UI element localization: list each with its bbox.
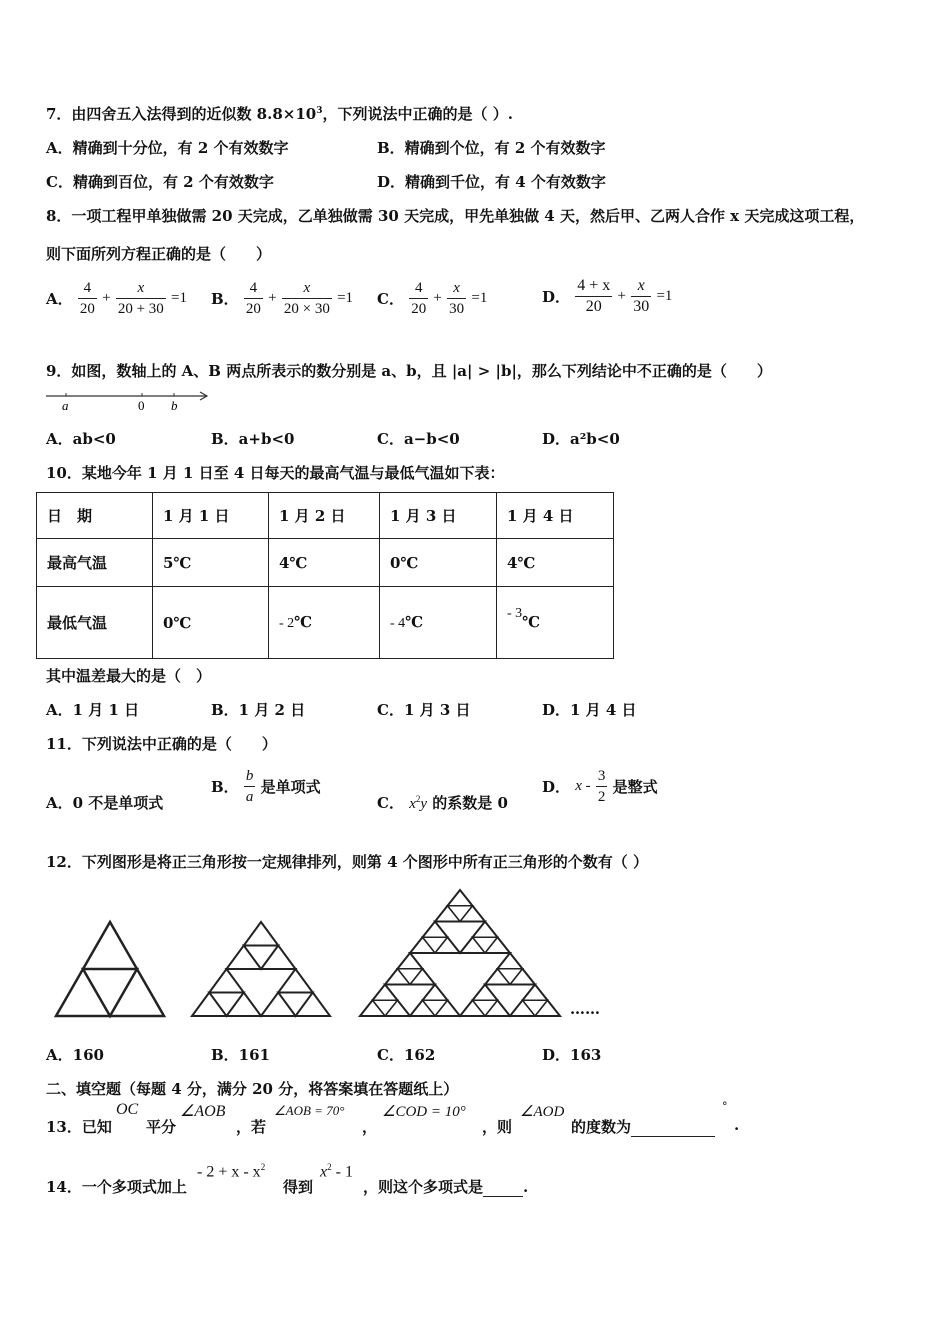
table-row <box>37 539 614 587</box>
q8-stem-line2: 则下面所列方程正确的是（ ） <box>46 245 272 263</box>
q8-option-c: C． $\frac{4}{20}$ + $\frac{x}{30}$ =1 <box>377 280 488 317</box>
number-line <box>44 386 214 414</box>
label-a: a <box>62 398 69 413</box>
q13-angle-aod: ∠AOD <box>520 1104 565 1120</box>
q11-option-d: D． x - $\frac{3}{2}$ 是整式 <box>542 768 658 805</box>
table-row <box>37 587 614 659</box>
table-cell: 5℃ <box>153 539 269 587</box>
triangle-figure-2 <box>188 918 336 1020</box>
q10-option-c: C．1 月 3 日 <box>377 701 471 719</box>
triangle-inner <box>278 993 313 1017</box>
table-cell: 最低气温 <box>37 587 153 659</box>
table-cell: 最高气温 <box>37 539 153 587</box>
triangle-figure-3 <box>356 886 564 1020</box>
q13-condition-2: ∠COD = 10° <box>382 1104 466 1120</box>
label-b: b <box>171 398 178 413</box>
triangle-inner <box>423 937 448 953</box>
triangle-inner <box>398 969 423 985</box>
triangle-figure-1 <box>52 918 170 1020</box>
triangle-inner <box>423 1000 448 1016</box>
section-title: 二、填空题（每题 4 分，满分 20 分，将答案填在答题纸上） <box>46 1080 459 1098</box>
table-header-row <box>37 493 614 539</box>
q12-option-c: C．162 <box>377 1046 436 1064</box>
q13-angle-aob: ∠AOB <box>180 1103 226 1120</box>
q8-stem-line1: 8．一项工程甲单独做需 20 天完成，乙单独做需 30 天完成，甲先单独做 4 天，然后甲、乙两人合作 x 天完成这项工程， <box>46 207 865 225</box>
q14-text: ，则这个多项式是 . <box>363 1178 529 1196</box>
q8-option-b: B． $\frac{4}{20}$ + $\frac{x}{20 \times 30}$ =1 <box>211 280 354 317</box>
ellipsis: …… <box>570 1000 600 1018</box>
temperature-table <box>36 492 614 659</box>
triangle-inner <box>523 1000 548 1016</box>
q9-option-c: C．a−b<0 <box>377 430 460 448</box>
q13-text: 的度数为 <box>571 1116 715 1137</box>
triangle-inner <box>498 969 523 985</box>
q13-text: 平分 <box>146 1118 177 1136</box>
q10-option-b: B．1 月 2 日 <box>211 701 306 719</box>
q8-option-a: A． $\frac{4}{20}$ + $\frac{x}{20 + 30}$ =1 <box>46 280 187 317</box>
q10-option-a: A．1 月 1 日 <box>46 701 140 719</box>
q11-option-c: C． $x^2y$ 的系数是 0 <box>377 794 508 812</box>
q9-stem: 9．如图，数轴上的 A、B 两点所表示的数分别是 a、b，且 |a| > |b|，那么下列结论中不正确的是（ ） <box>46 362 772 380</box>
q14-prefix: 14．一个多项式加上 <box>46 1178 187 1196</box>
q7-option-c: C．精确到百位，有 2 个有效数字 <box>46 173 274 191</box>
table-cell: 日 期 <box>37 493 153 539</box>
triangle-inner <box>473 937 498 953</box>
triangle-inner <box>448 906 473 922</box>
q13-comma: ， <box>362 1118 378 1136</box>
q13-degree: ° <box>722 1100 728 1113</box>
fraction: $\frac{4}{20}$ <box>411 280 427 317</box>
fraction: $\frac{3}{2}$ <box>597 768 606 805</box>
q12-stem: 12．下列图形是将正三角形按一定规律排列，则第 4 个图形中所有正三角形的个数有（ ） <box>46 853 648 871</box>
q13-text: ，若 <box>236 1118 267 1136</box>
fraction: $\frac{x}{30}$ <box>449 280 465 317</box>
table-cell: 1 月 2 日 <box>269 493 380 539</box>
table-cell: 1 月 4 日 <box>497 493 614 539</box>
table-cell: - 2℃ <box>269 587 380 659</box>
q10-stem: 10．某地今年 1 月 1 日至 4 日每天的最高气温与最低气温如下表： <box>46 464 505 482</box>
answer-blank[interactable] <box>631 1118 715 1137</box>
q11-option-b: B． $\frac{b}{a}$ 是单项式 <box>211 768 321 805</box>
q14-poly-1: - $2 + x - x^2$ <box>197 1162 266 1181</box>
q7-option-d: D．精确到千位，有 4 个有效数字 <box>377 173 606 191</box>
q14-text: 得到 <box>283 1178 314 1196</box>
table-cell: 0℃ <box>153 587 269 659</box>
q12-option-b: B．161 <box>211 1046 270 1064</box>
table-cell: 1 月 3 日 <box>380 493 497 539</box>
fraction: $\frac{x}{20 + 30}$ <box>117 280 164 317</box>
q8-option-d: D． $\frac{4 + x}{20}$ + $\frac{x}{30}$ =1 <box>542 277 673 315</box>
q9-option-d: D．a²b<0 <box>542 430 620 448</box>
q12-option-d: D．163 <box>542 1046 602 1064</box>
label-0: 0 <box>138 398 145 413</box>
q13-end: . <box>734 1116 740 1134</box>
q10-question: 其中温差最大的是（ ） <box>46 667 212 685</box>
q10-option-d: D．1 月 4 日 <box>542 701 637 719</box>
triangle-inner <box>473 1000 498 1016</box>
q7-stem: 7．由四舍五入法得到的近似数 $8.8\times 10^3$，下列说法中正确的是（ ）. <box>46 105 513 123</box>
table-cell: - 4℃ <box>380 587 497 659</box>
table-cell: 0℃ <box>380 539 497 587</box>
answer-blank[interactable] <box>483 1178 523 1197</box>
table-cell: - 3℃ <box>497 587 614 659</box>
table-cell: 1 月 1 日 <box>153 493 269 539</box>
fraction: $\frac{x}{30}$ <box>633 277 650 315</box>
triangle-inner <box>244 946 279 970</box>
fraction: $\frac{b}{a}$ <box>245 768 254 805</box>
q11-stem: 11．下列说法中正确的是（ ） <box>46 735 277 753</box>
q14-poly-2: $x^2 - 1$ <box>320 1162 353 1181</box>
fraction: $\frac{4}{20}$ <box>79 280 95 317</box>
q7-option-a: A．精确到十分位，有 2 个有效数字 <box>46 139 289 157</box>
q13-oc: OC <box>116 1101 139 1118</box>
q7-option-b: B．精确到个位，有 2 个有效数字 <box>377 139 606 157</box>
table-cell: 4℃ <box>497 539 614 587</box>
q9-option-a: A．ab<0 <box>46 430 116 448</box>
q13-text: ，则 <box>482 1118 513 1136</box>
fraction: $\frac{4 + x}{20}$ <box>577 277 611 315</box>
q12-option-a: A．160 <box>46 1046 104 1064</box>
q9-option-b: B．a+b<0 <box>211 430 295 448</box>
triangle-inner <box>209 993 244 1017</box>
q13-prefix: 13．已知 <box>46 1118 112 1136</box>
triangle-inner <box>83 969 137 1016</box>
q13-condition-1: ∠AOB = 70° <box>274 1103 345 1118</box>
triangle-inner <box>373 1000 398 1016</box>
fraction: $\frac{x}{20 \times 30}$ <box>283 280 330 317</box>
fraction: $\frac{4}{20}$ <box>245 280 261 317</box>
table-cell: 4℃ <box>269 539 380 587</box>
q11-option-a: A．0 不是单项式 <box>46 794 164 812</box>
